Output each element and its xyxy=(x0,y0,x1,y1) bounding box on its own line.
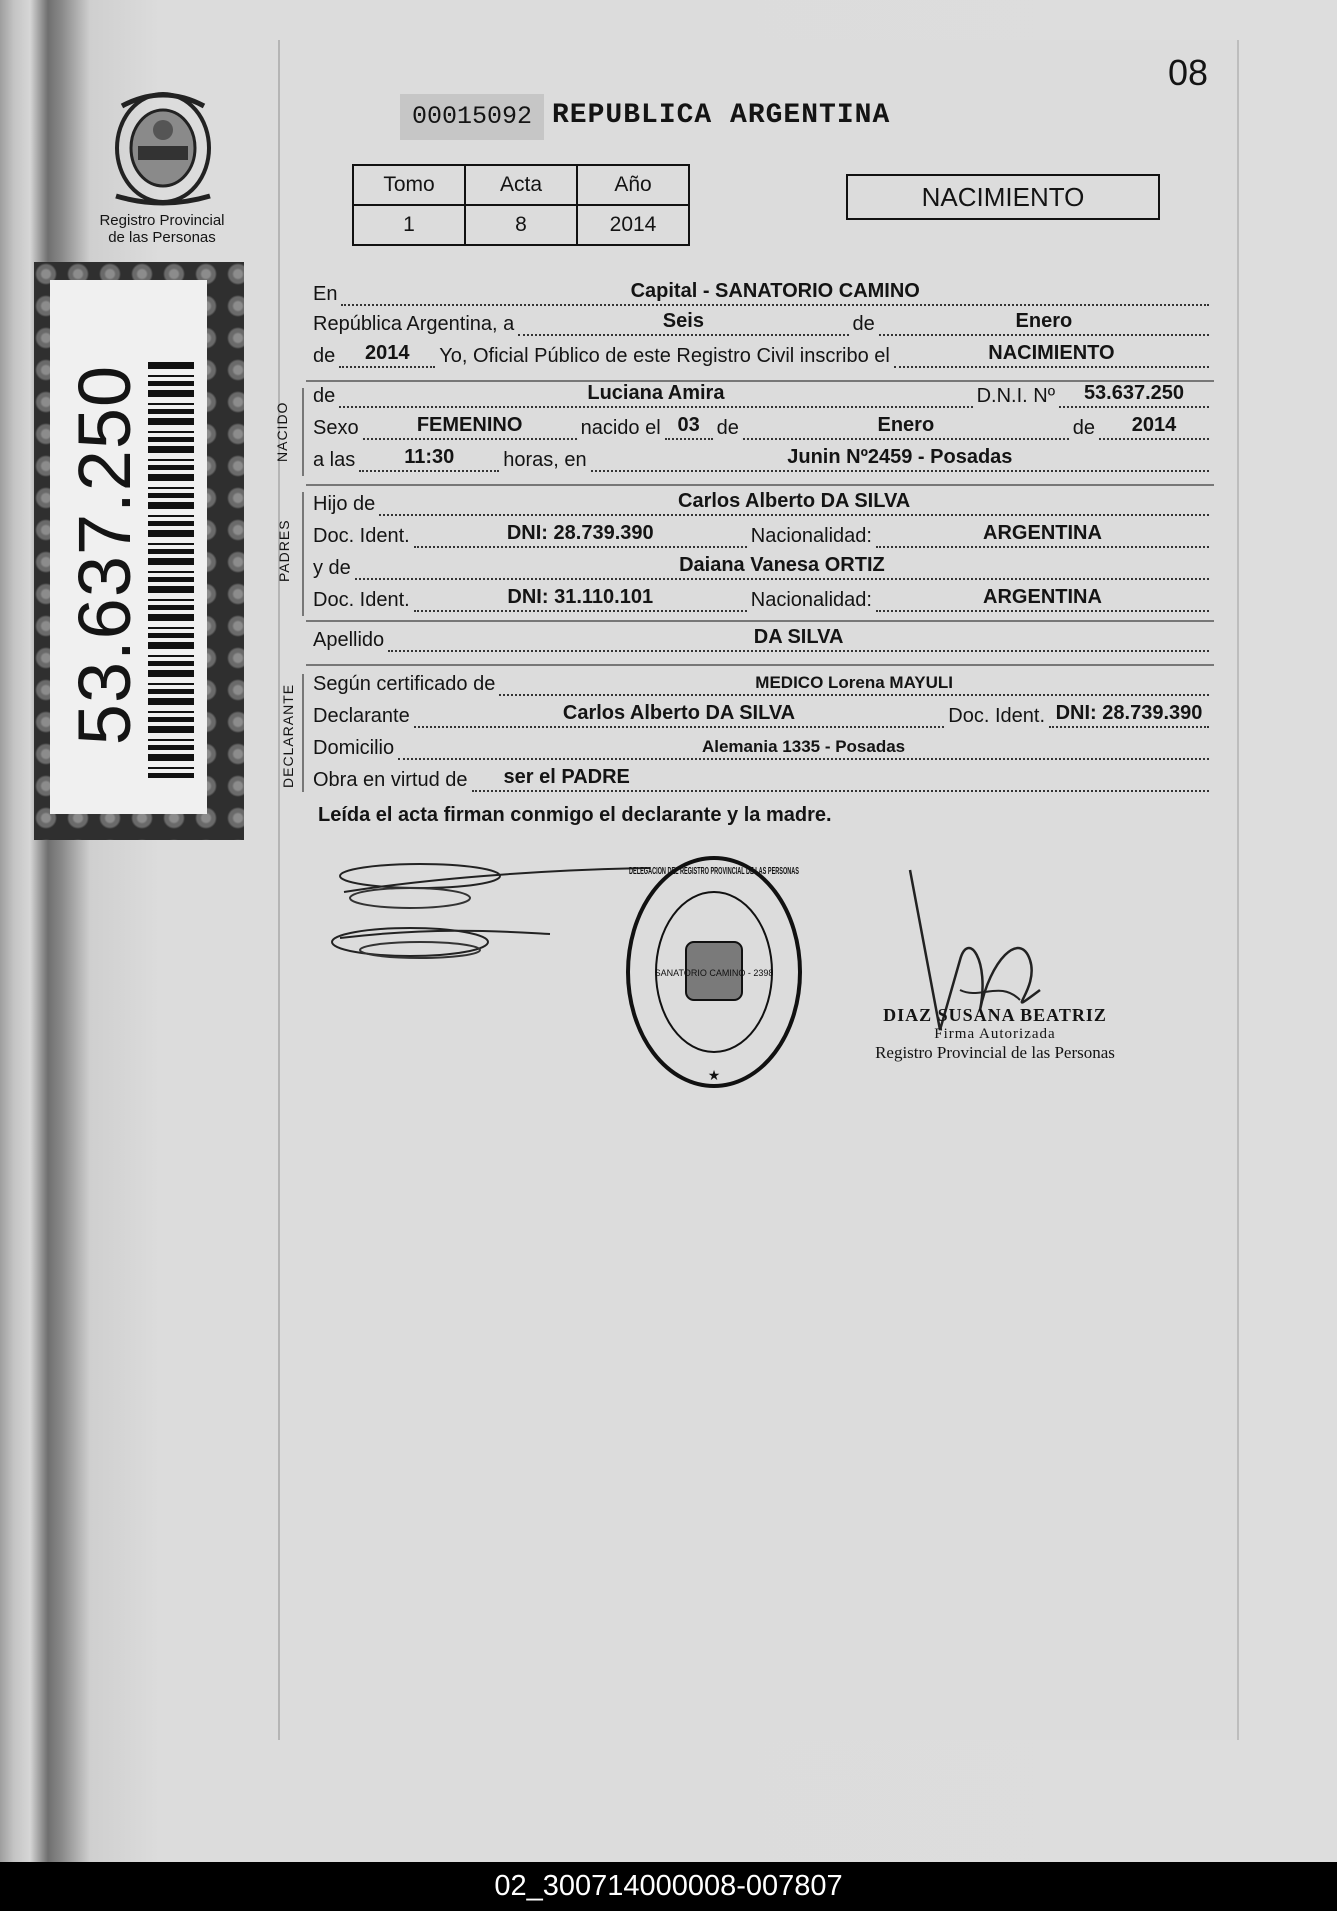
field-birth-day xyxy=(665,416,713,440)
field-year xyxy=(339,344,435,368)
registry-stamp-icon xyxy=(624,852,804,1092)
svg-text:★: ★ xyxy=(707,1067,721,1083)
value-child-name: Luciana Amira xyxy=(587,382,725,404)
row-place xyxy=(313,282,1213,306)
value-capacity: ser el PADRE xyxy=(503,766,630,788)
row-address xyxy=(313,736,1213,760)
provincial-seal-icon xyxy=(108,86,218,210)
field-declarant xyxy=(414,704,945,728)
value-certificate: MEDICO Lorena MAYULI xyxy=(755,673,954,692)
field-mother xyxy=(355,556,1209,580)
label-sexo: Sexo xyxy=(313,417,359,439)
field-declarant-doc xyxy=(1049,704,1209,728)
label-de3: de xyxy=(1072,417,1095,439)
label-de: de xyxy=(852,313,875,335)
field-father-doc xyxy=(414,524,747,548)
barcode-strip xyxy=(34,262,244,840)
country-title: REPUBLICA ARGENTINA xyxy=(552,100,891,131)
barcode-number: 53.637.250 xyxy=(63,364,146,746)
field-surname xyxy=(388,628,1209,652)
stamp-inner-text: SANATORIO CAMINO - 2398 xyxy=(654,968,774,978)
value-father: Carlos Alberto DA SILVA xyxy=(678,490,911,512)
value-record-kind: NACIMIENTO xyxy=(988,342,1115,364)
value-surname: DA SILVA xyxy=(753,626,844,648)
record-table xyxy=(352,164,690,246)
value-mother: Daiana Vanesa ORTIZ xyxy=(679,554,885,576)
label-a-las: a las xyxy=(313,449,356,471)
field-record-kind xyxy=(894,344,1209,368)
label-hijo-de: Hijo de xyxy=(313,493,376,515)
label-nacionalidad: Nacionalidad: xyxy=(750,525,872,547)
row-father xyxy=(313,492,1213,516)
registry-label-line1: Registro Provincial xyxy=(99,212,225,229)
value-ano: 2014 xyxy=(577,205,689,245)
barcode-label xyxy=(50,280,207,814)
label-en: En xyxy=(313,283,338,305)
row-declarant xyxy=(313,704,1213,728)
value-acta: 8 xyxy=(465,205,577,245)
label-de2: de xyxy=(716,417,739,439)
divider xyxy=(306,620,1214,622)
registry-label xyxy=(86,212,238,246)
row-year xyxy=(313,344,1213,368)
field-birth-year xyxy=(1099,416,1209,440)
field-certificate xyxy=(499,672,1209,696)
row-time xyxy=(313,448,1213,472)
section-line-born xyxy=(302,388,304,476)
section-label-declarant: DECLARANTE xyxy=(280,683,296,788)
label-domicilio: Domicilio xyxy=(313,737,395,759)
record-table-header xyxy=(353,165,689,205)
label-republica: República Argentina, a xyxy=(313,313,515,335)
value-birth-day: 03 xyxy=(677,414,700,436)
value-declarant: Carlos Alberto DA SILVA xyxy=(562,702,796,724)
label-declarante: Declarante xyxy=(313,705,410,727)
value-sex: FEMENINO xyxy=(416,414,523,436)
field-mother-doc xyxy=(414,588,747,612)
header-acta: Acta xyxy=(465,165,577,205)
value-tomo: 1 xyxy=(353,205,465,245)
official-signature-block xyxy=(860,1005,1130,1063)
label-dni: D.N.I. Nº xyxy=(976,385,1055,407)
section-line-parents xyxy=(302,492,304,616)
label-nacionalidad: Nacionalidad: xyxy=(750,589,872,611)
stamp-outer-text: DELEGACION DEL REGISTRO PROVINCIAL DE LAS PERSONAS xyxy=(629,866,800,877)
value-year: 2014 xyxy=(365,342,410,364)
barcode-icon xyxy=(148,362,194,778)
field-birth-time xyxy=(359,448,499,472)
value-birth-time: 11:30 xyxy=(404,446,455,468)
value-child-dni: 53.637.250 xyxy=(1083,382,1185,404)
row-father-doc xyxy=(313,524,1213,548)
field-place xyxy=(341,282,1209,306)
label-doc-ident: Doc. Ident. xyxy=(313,589,410,611)
field-mother-nat xyxy=(876,588,1209,612)
section-label-born: NACIDO xyxy=(274,401,290,462)
official-org: Registro Provincial de las Personas xyxy=(875,1043,1115,1062)
value-father-doc: DNI: 28.739.390 xyxy=(506,522,654,544)
row-child-name xyxy=(313,384,1213,408)
row-mother xyxy=(313,556,1213,580)
section-line-declarant xyxy=(302,674,304,792)
field-capacity xyxy=(472,768,1209,792)
row-date xyxy=(313,312,1213,336)
label-obra-en-virtud: Obra en virtud de xyxy=(313,769,468,791)
row-mother-doc xyxy=(313,588,1213,612)
divider xyxy=(306,484,1214,486)
field-child-name xyxy=(339,384,972,408)
value-mother-nat: ARGENTINA xyxy=(983,586,1102,608)
field-father xyxy=(379,492,1209,516)
field-address xyxy=(398,736,1209,760)
value-birth-year: 2014 xyxy=(1131,414,1177,436)
value-month: Enero xyxy=(1015,310,1073,332)
row-capacity xyxy=(313,768,1213,792)
footer-id: 02_300714000008-007807 xyxy=(0,1862,1337,1911)
value-birth-month: Enero xyxy=(877,414,935,436)
page-number: 08 xyxy=(1168,52,1209,93)
official-role: Firma Autorizada xyxy=(934,1026,1056,1042)
value-day: Seis xyxy=(662,310,704,332)
value-birth-place: Junin Nº2459 - Posadas xyxy=(787,446,1013,468)
divider xyxy=(306,664,1214,666)
closing-statement: Leída el acta firman conmigo el declarante y la madre. xyxy=(318,804,832,826)
header-tomo: Tomo xyxy=(353,165,465,205)
label-de-intro: de xyxy=(313,345,336,367)
field-birth-place xyxy=(591,448,1209,472)
label-doc-ident: Doc. Ident. xyxy=(313,525,410,547)
field-month xyxy=(879,312,1209,336)
label-horas-en: horas, en xyxy=(503,449,587,471)
label-yo-oficial: Yo, Oficial Público de este Registro Civil inscribo el xyxy=(439,345,890,367)
row-birth xyxy=(313,416,1213,440)
label-y-de: y de xyxy=(313,557,351,579)
field-sex xyxy=(363,416,577,440)
row-certificate xyxy=(313,672,1213,696)
label-nacido-el: nacido el xyxy=(580,417,661,439)
value-father-nat: ARGENTINA xyxy=(983,522,1102,544)
label-de-name: de xyxy=(313,385,336,407)
registry-label-line2: de las Personas xyxy=(108,229,216,246)
field-day xyxy=(518,312,848,336)
field-birth-month xyxy=(743,416,1069,440)
serial-number: 00015092 xyxy=(400,94,544,140)
row-surname xyxy=(313,628,1213,652)
record-table-values xyxy=(353,205,689,245)
header-ano: Año xyxy=(577,165,689,205)
section-label-parents: PADRES xyxy=(276,519,292,582)
value-place: Capital - SANATORIO CAMINO xyxy=(630,280,920,302)
value-mother-doc: DNI: 31.110.101 xyxy=(507,586,654,608)
label-segun-certificado: Según certificado de xyxy=(313,673,496,695)
field-child-dni xyxy=(1059,384,1209,408)
value-address: Alemania 1335 - Posadas xyxy=(701,737,906,756)
record-type-box: NACIMIENTO xyxy=(846,174,1160,220)
official-name: DIAZ SUSANA BEATRIZ xyxy=(883,1005,1107,1025)
value-declarant-doc: DNI: 28.739.390 xyxy=(1055,702,1203,724)
label-apellido: Apellido xyxy=(313,629,385,651)
field-father-nat xyxy=(876,524,1209,548)
label-doc-ident: Doc. Ident. xyxy=(948,705,1045,727)
